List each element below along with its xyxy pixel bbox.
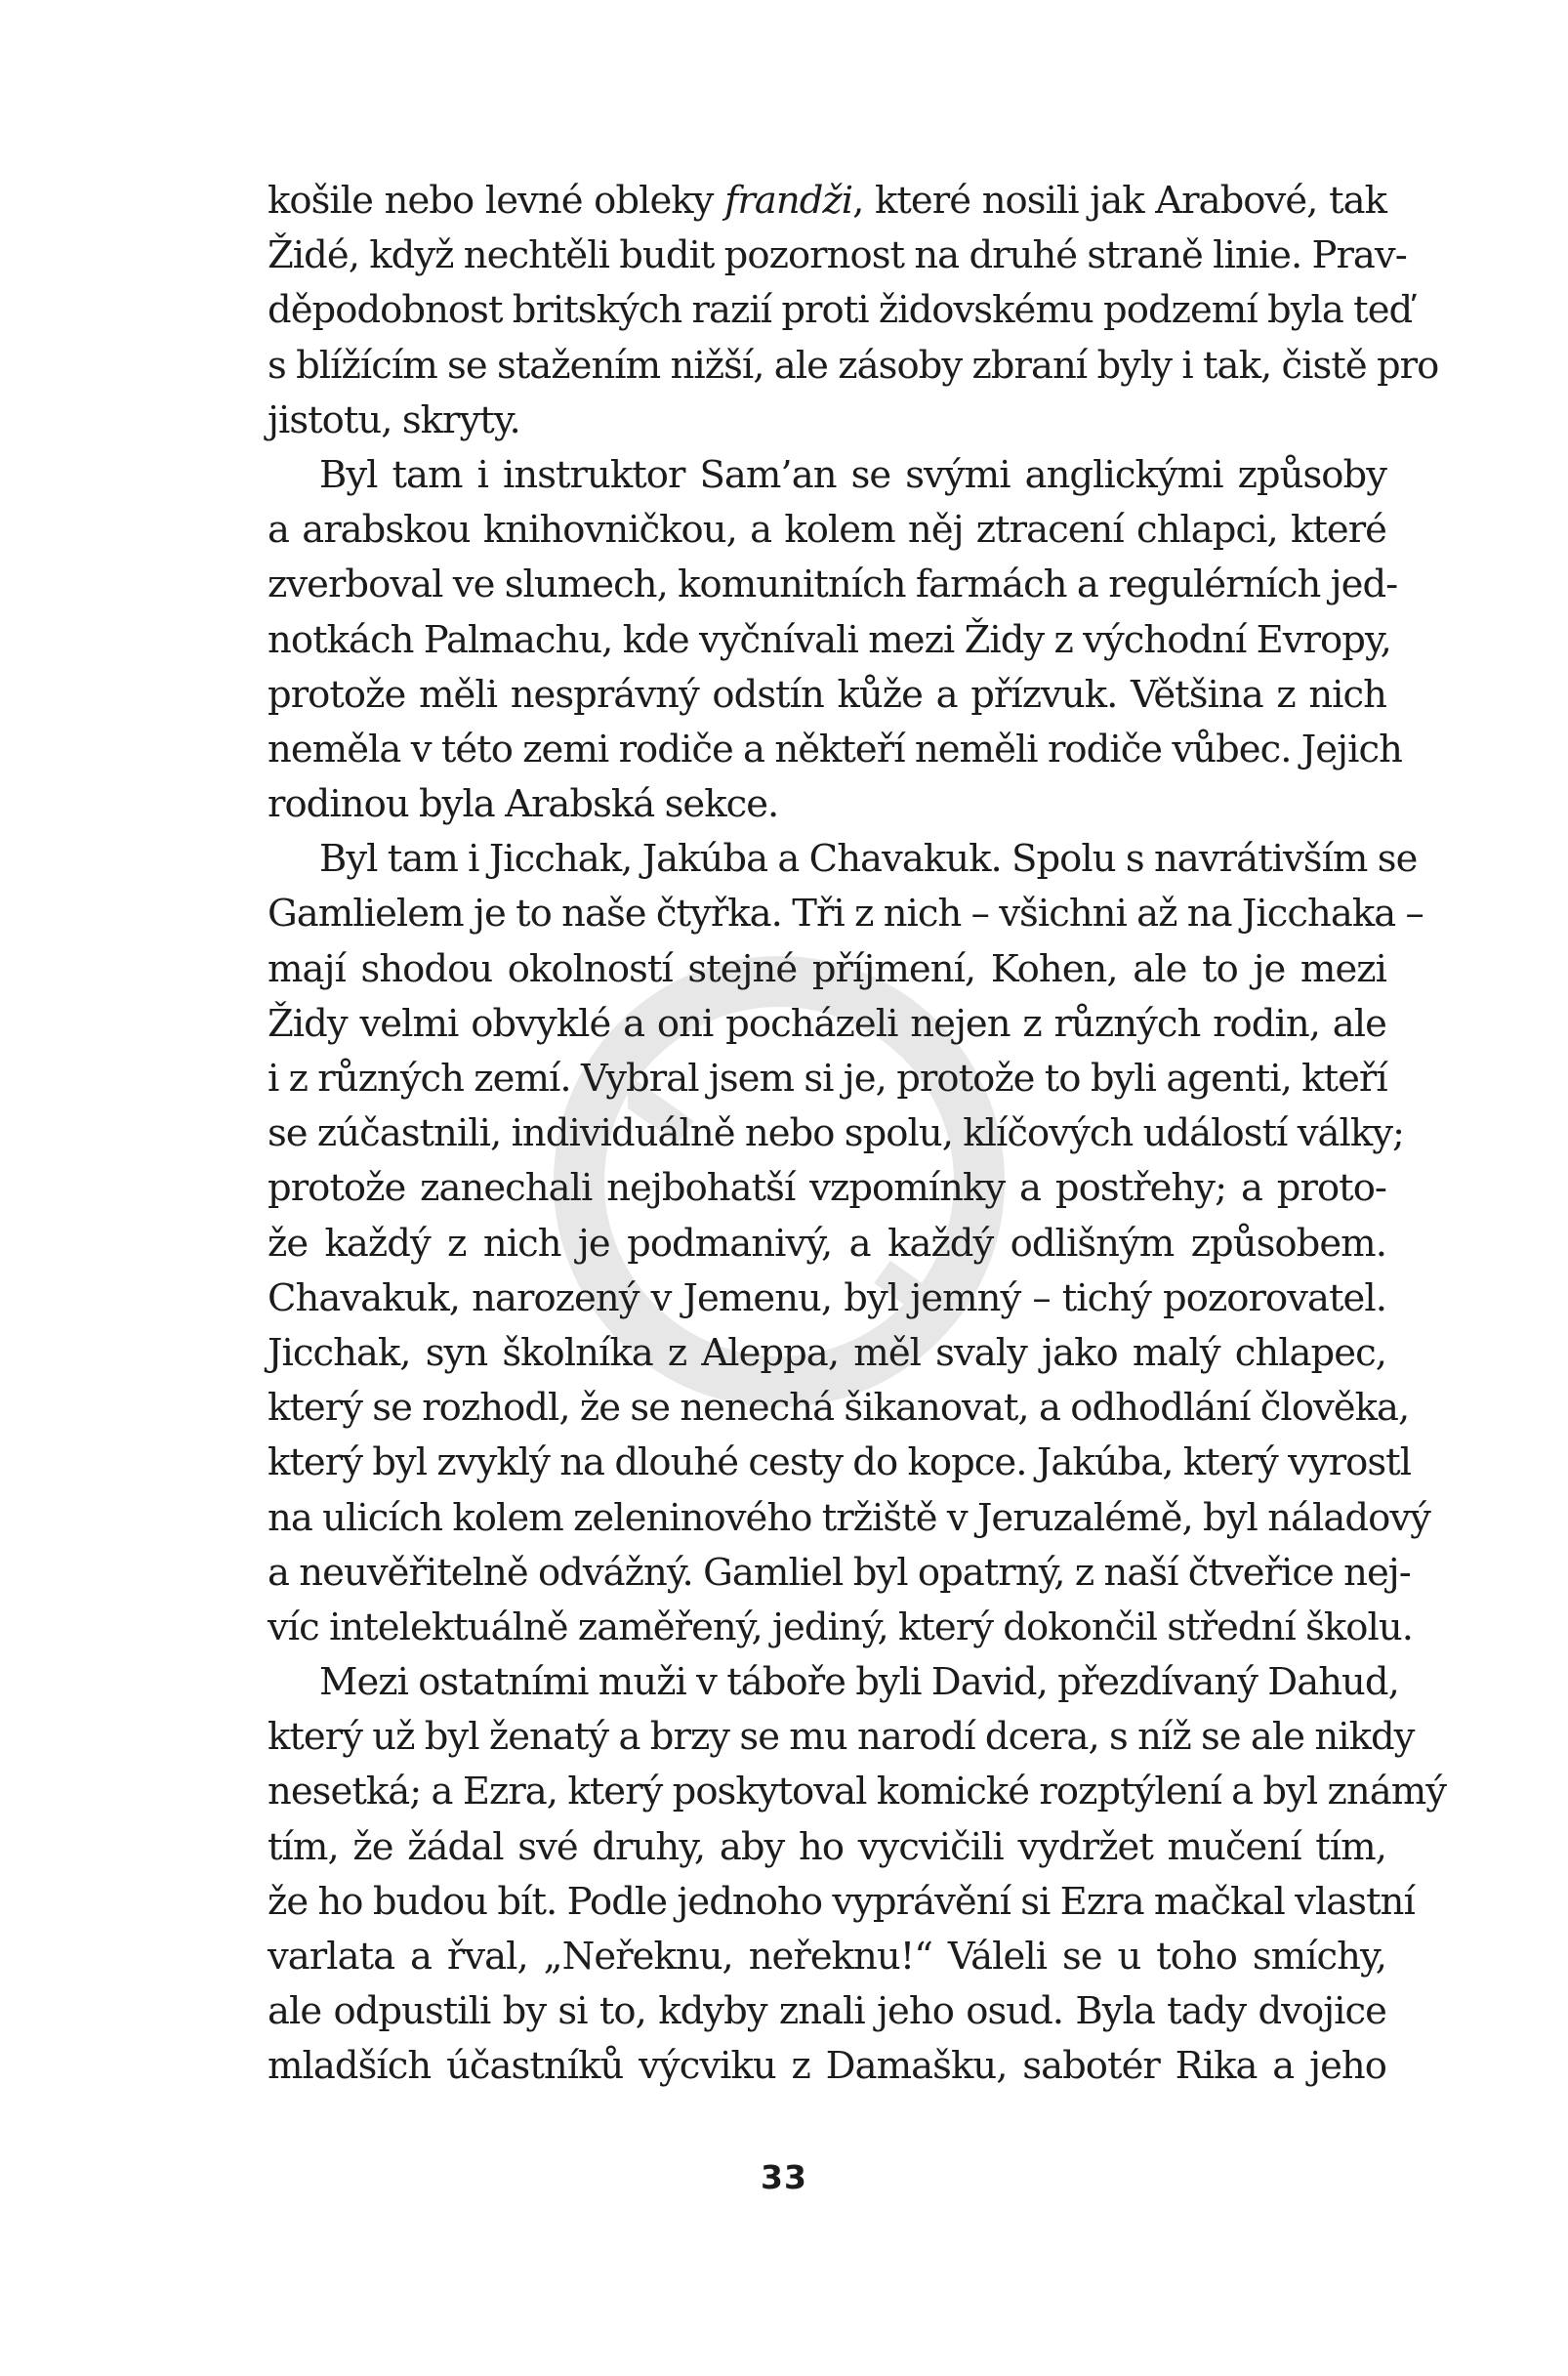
text-line: jistotu, skryty. xyxy=(268,397,520,442)
text-line: který už byl ženatý a brzy se mu narodí dcera, s níž se ale nikdy xyxy=(268,1715,1415,1760)
text-line: ale odpustili by si to, kdyby znali jeho osud. Byla tady dvojice xyxy=(268,1989,1386,2034)
text-line: že ho budou bít. Podle jednoho vyprávění si Ezra mačkal vlastní xyxy=(268,1879,1415,1924)
text-line: Byl tam i instruktor Sam’an se svými anglickými způsoby xyxy=(319,452,1386,497)
text-line: mladších účastníků výcviku z Damašku, sabotér Rika a jeho xyxy=(268,2044,1386,2089)
text-line: zverboval ve slumech, komunitních farmách a regulérních jed- xyxy=(268,563,1398,607)
text-line: a arabskou knihovničkou, a kolem něj ztracení chlapci, které xyxy=(268,508,1386,553)
text-line: se zúčastnili, individuálně nebo spolu, klíčových událostí války; xyxy=(268,1111,1405,1156)
body-text xyxy=(268,174,1447,2095)
text-line: mají shodou okolností stejné příjmení, Kohen, ale to je mezi xyxy=(268,946,1386,991)
text-line: který se rozhodl, že se nenechá šikanovat, a odhodlání člověka, xyxy=(268,1386,1410,1431)
text-line: rodinou byla Arabská sekce. xyxy=(268,782,779,827)
text-line: neměla v této zemi rodiče a někteří neměli rodiče vůbec. Jejich xyxy=(268,727,1402,771)
text-line: děpodobnost britských razií proti židovskému podzemí byla teď xyxy=(268,288,1413,333)
text-line: varlata a řval, „Neřeknu, neřeknu!“ Váleli se u toho smíchy, xyxy=(268,1935,1386,1979)
text-line: že každý z nich je podmanivý, a každý odlišným způsobem. xyxy=(268,1221,1386,1266)
text-line: Židy velmi obvyklé a oni pocházeli nejen z různých rodin, ale xyxy=(268,1001,1386,1046)
text-line: Židé, když nechtěli budit pozornost na druhé straně linie. Prav- xyxy=(268,233,1407,278)
text-line: Jicchak, syn školníka z Aleppa, měl svaly jako malý chlapec, xyxy=(268,1330,1386,1375)
page-number: 33 xyxy=(761,2158,807,2196)
text-line: nesetká; a Ezra, který poskytoval komické rozptýlení a byl známý xyxy=(268,1770,1447,1814)
text-line: s blížícím se stažením nižší, ale zásoby zbraní byly i tak, čistě pro xyxy=(268,343,1439,388)
text-line: notkách Palmachu, kde vyčnívali mezi Židy z východní Evropy, xyxy=(268,617,1391,662)
text-line: protože zanechali nejbohatší vzpomínky a postřehy; a proto- xyxy=(268,1166,1386,1211)
text-line: tím, že žádal své druhy, aby ho vycvičili vydržet mučení tím, xyxy=(268,1824,1386,1869)
text-line: Byl tam i Jicchak, Jakúba a Chavakuk. Spolu s navrátivším se xyxy=(319,837,1418,882)
text-line: a neuvěřitelně odvážný. Gamliel byl opatrný, z naší čtveřice nej- xyxy=(268,1550,1411,1595)
text-line: i z různých zemí. Vybral jsem si je, protože to byli agenti, kteří xyxy=(268,1057,1387,1101)
text-line: protože měli nesprávný odstín kůže a přízvuk. Většina z nich xyxy=(268,672,1386,717)
text-line: Gamlielem je to naše čtyřka. Tři z nich – všichni až na Jicchaka – xyxy=(268,892,1424,937)
text-line: který byl zvyklý na dlouhé cesty do kopce. Jakúba, který vyrostl xyxy=(268,1440,1412,1485)
text-line: košile nebo levné obleky frandži, které nosili jak Arabové, tak xyxy=(268,179,1387,223)
text-line: na ulicích kolem zeleninového tržiště v Jeruzalémě, byl náladový xyxy=(268,1495,1430,1540)
text-line: Mezi ostatními muži v táboře byli David, přezdívaný Dahud, xyxy=(319,1660,1399,1705)
text-line: Chavakuk, narozený v Jemenu, byl jemný – tichý pozorovatel. xyxy=(268,1275,1386,1320)
text-line: víc intelektuálně zaměřený, jediný, který dokončil střední školu. xyxy=(268,1605,1414,1649)
